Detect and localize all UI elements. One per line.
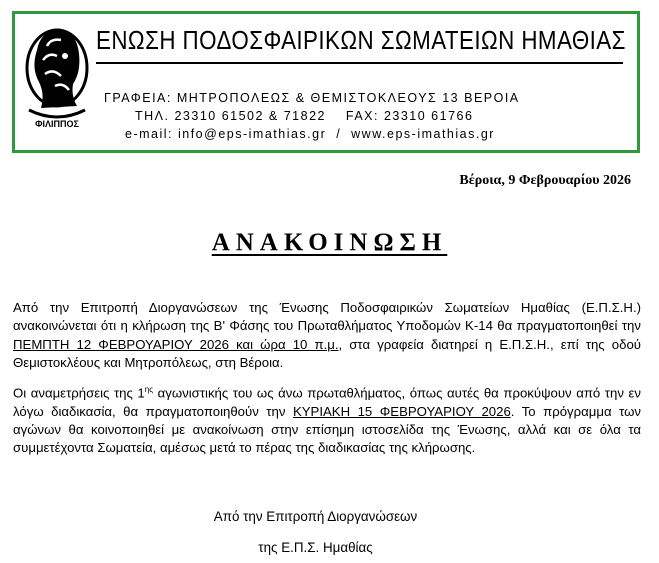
draw-date-highlight: ΠΕΜΠΤΗ 12 ΦΕΒΡΟΥΑΡΙΟΥ 2026 και ώρα 10 π.μ. (13, 336, 339, 352)
p1-text-b: , στα γραφεία διατηρεί η Ε.Π.Σ.Η., επί της οδού Θεμιστοκλέους και Μητροπόλεως, στη Βέροια. (13, 336, 641, 370)
svg-text:ΦΙΛΙΠΠΟΣ: ΦΙΛΙΠΠΟΣ (35, 119, 79, 129)
address-line: ΓΡΑΦΕΙΑ: ΜΗΤΡΟΠΟΛΕΩΣ & ΘΕΜΙΣΤΟΚΛΕΟΥΣ 13 ΒΕΡΟΙΑ (104, 91, 520, 105)
p2-text-c: . Το πρόγραμμα των αγώνων θα κοινοποιηθεί με ανακοίνωση στην επίσημη ιστοσελίδα της Ένωσης, αλλά και σε όλα τα συμμετέχοντα Σωματεία, αμέσως μετά το πέρας της διαδικασίας της κλήρωσης. (13, 403, 641, 456)
match-date-highlight: ΚΥΡΙΑΚΗ 15 ΦΕΒΡΟΥΑΡΙΟΥ 2026 (292, 403, 511, 419)
header-divider (96, 62, 623, 64)
logo-philippos-icon (21, 20, 93, 132)
signature-line-2: της Ε.Π.Σ. Ημαθίας (258, 540, 373, 555)
paragraph-1 (13, 299, 641, 372)
signature-line-1: Από την Επιτροπή Διοργανώσεων (213, 509, 418, 524)
document-title (0, 229, 659, 257)
paragraph-2 (13, 381, 641, 458)
letterhead (12, 11, 640, 153)
org-name: ΕΝΩΣΗ ΠΟΔΟΣΦΑΙΡΙΚΩΝ ΣΩΜΑΤΕΙΩΝ ΗΜΑΘΙΑΣ (96, 25, 626, 55)
document-date: Βέροια, 9 Φεβρουαρίου 2026 (459, 173, 631, 188)
p1-text-a: Από την Επιτροπή Διοργανώσεων της Ένωσης Ποδοσφαιρικών Σωματείων Ημαθίας (Ε.Π.Σ.Η.) ανακοινώνεται ότι η κλήρωση της Β' Φάσης του Πρωταθλήματος Υποδομών Κ-14 θα πραγματοποιηθεί την (13, 300, 641, 334)
p2-text-a: Οι αναμετρήσεις της 1 (13, 385, 145, 401)
web-line: e-mail: info@eps-imathias.gr / www.eps-imathias.gr (125, 127, 495, 141)
p2-text-b: αγωνιστικής του ως άνω πρωταθλήματος, όπως αυτές θα προκύψουν από την εν λόγω διαδικασία, θα πραγματοποιηθούν την (13, 385, 641, 419)
ordinal-suffix: ης (144, 385, 154, 394)
title-text: ΑΝΑΚΟΙΝΩΣΗ (211, 229, 448, 256)
phone-line: ΤΗΛ. 23310 61502 & 71822 FAX: 23310 61766 (135, 109, 474, 123)
